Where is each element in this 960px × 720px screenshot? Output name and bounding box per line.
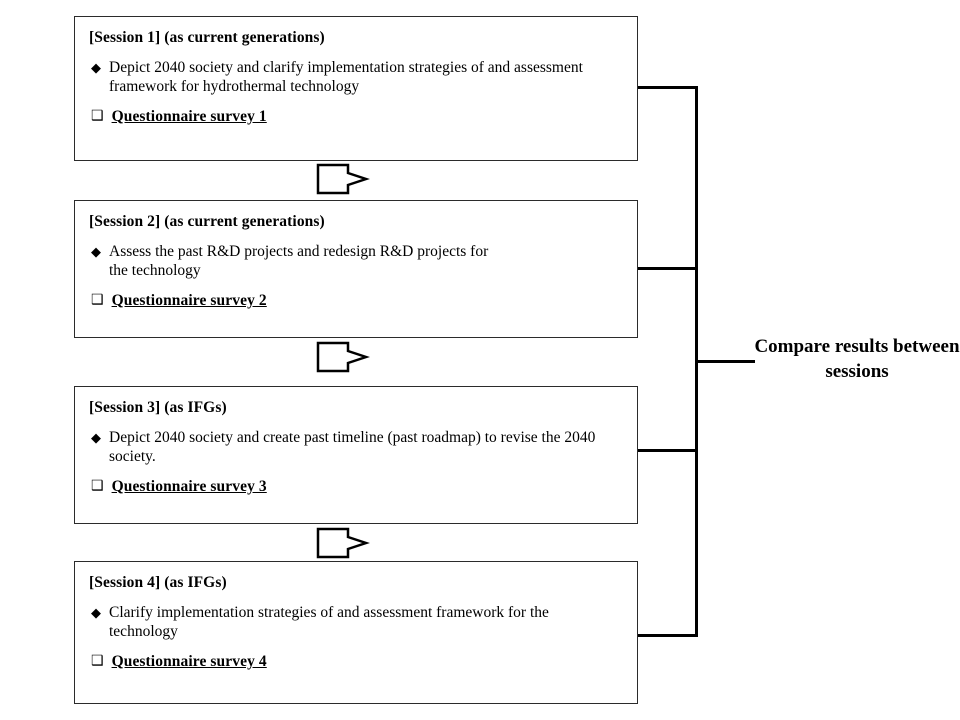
- flow-arrow-down-icon-2: [296, 341, 380, 373]
- diamond-bullet-icon: ◆: [91, 605, 101, 620]
- session-bullet-text-4: Clarify implementation strategies of and assessment framework for the technology: [109, 604, 549, 640]
- flow-arrow-down-icon-3: [296, 527, 380, 559]
- flow-arrow-down-icon-1: [296, 163, 380, 195]
- session-survey-text-1: Questionnaire survey 1: [111, 108, 267, 125]
- diamond-bullet-icon: ◆: [91, 244, 101, 259]
- session-bullet-3: [91, 428, 637, 466]
- session-bullet-1: [91, 58, 637, 96]
- square-bullet-icon: ❑: [91, 479, 104, 494]
- compare-results-label: Compare results between sessions: [754, 336, 960, 382]
- session-bullet-4: [91, 603, 637, 641]
- connector-line-session-3: [638, 449, 698, 452]
- session-bullet-text-1: Depict 2040 society and clarify implementation strategies of and assessment framework for hydrothermal technology: [109, 59, 583, 95]
- session-bullet-2: [91, 242, 637, 280]
- square-bullet-icon: ❑: [91, 293, 104, 308]
- session-box-2: [74, 200, 638, 338]
- session-box-1: [74, 16, 638, 161]
- session-bullet-text-3: Depict 2040 society and create past timeline (past roadmap) to revise the 2040 society.: [109, 429, 596, 465]
- session-bullet-text-2: Assess the past R&D projects and redesign R&D projects for the technology: [109, 243, 489, 279]
- session-survey-text-4: Questionnaire survey 4: [111, 653, 267, 670]
- session-survey-2: [91, 291, 637, 310]
- square-bullet-icon: ❑: [91, 654, 104, 669]
- connector-line-session-1: [638, 86, 698, 89]
- session-title-1: [Session 1] (as current generations): [89, 29, 325, 46]
- diamond-bullet-icon: ◆: [91, 60, 101, 75]
- square-bullet-icon: ❑: [91, 109, 104, 124]
- connector-line-session-4: [638, 634, 698, 637]
- session-box-4: [74, 561, 638, 704]
- session-title-2: [Session 2] (as current generations): [89, 213, 325, 230]
- session-survey-1: [91, 107, 637, 126]
- connector-line-compare: [695, 360, 755, 363]
- session-survey-text-2: Questionnaire survey 2: [111, 292, 267, 309]
- session-survey-3: [91, 477, 637, 496]
- session-survey-text-3: Questionnaire survey 3: [111, 478, 267, 495]
- session-survey-4: [91, 652, 637, 671]
- connector-line-session-2: [638, 267, 698, 270]
- session-title-3: [Session 3] (as IFGs): [89, 399, 227, 416]
- session-box-3: [74, 386, 638, 524]
- diamond-bullet-icon: ◆: [91, 430, 101, 445]
- session-title-4: [Session 4] (as IFGs): [89, 574, 227, 591]
